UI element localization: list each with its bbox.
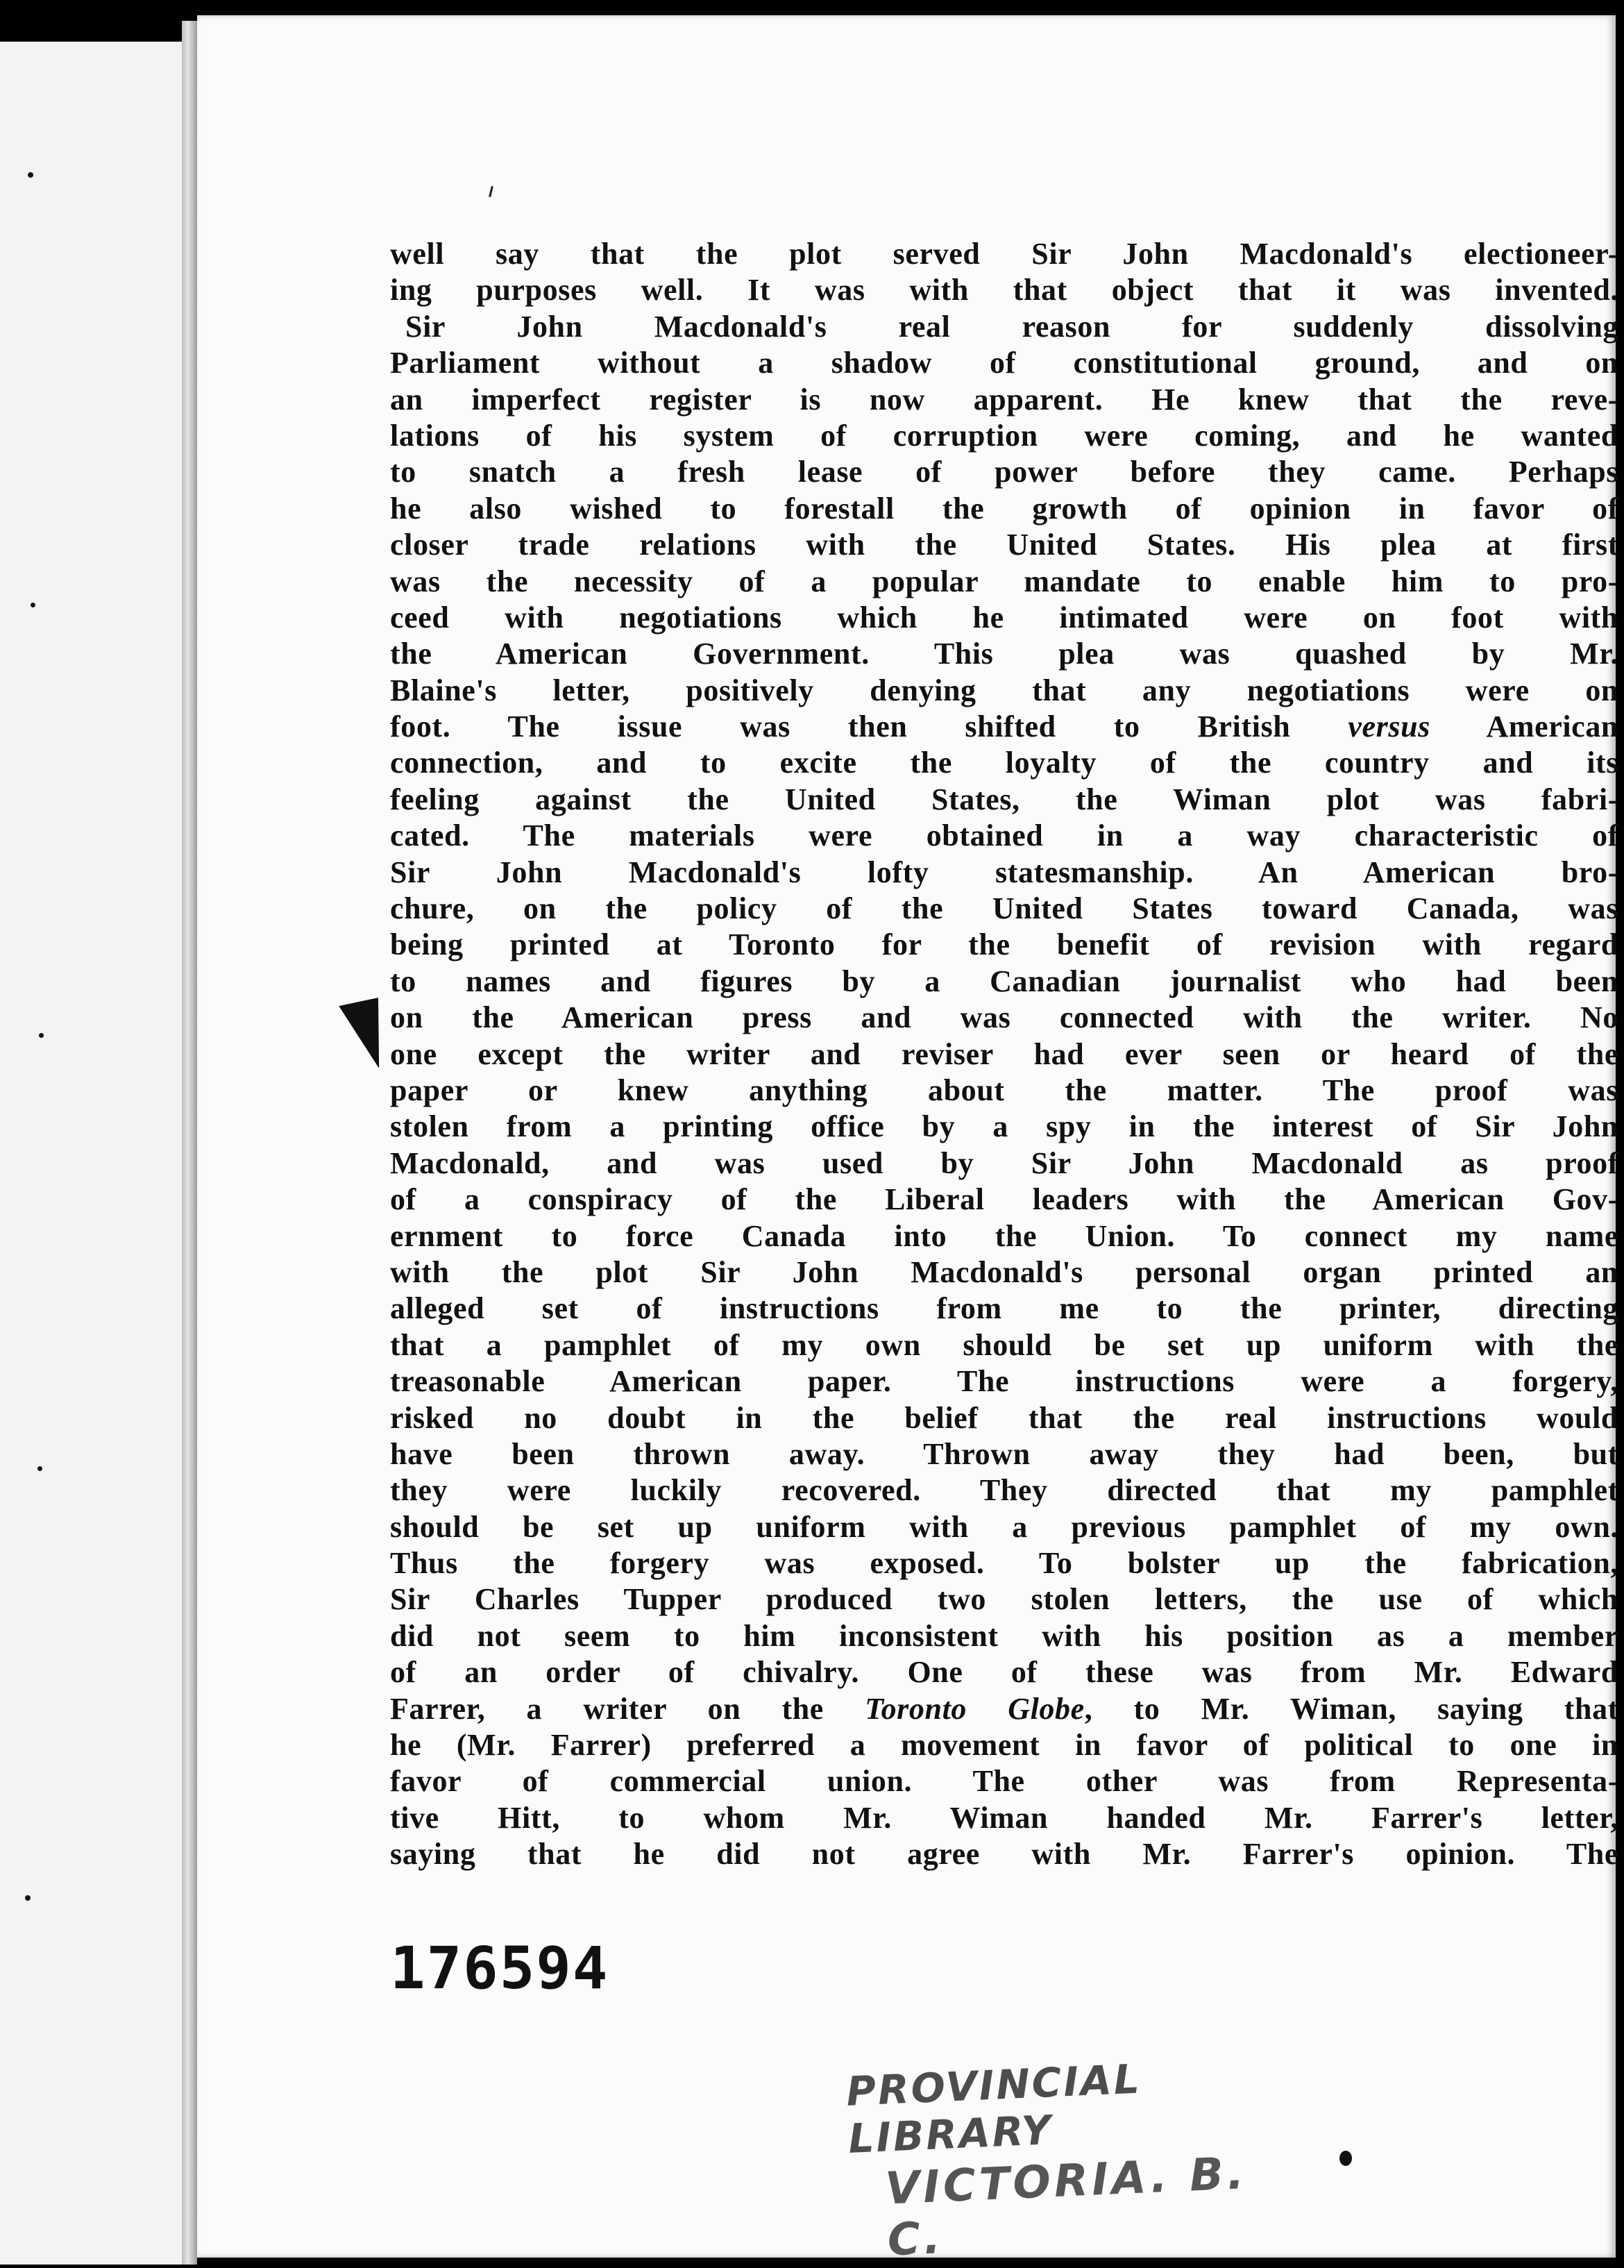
margin-mark <box>25 1895 31 1901</box>
document-page <box>197 15 1618 2267</box>
text-line: they were luckily recovered. They directed that my pamphlet <box>390 1473 1618 1508</box>
body-text <box>390 236 1618 1873</box>
text-line: Thus the forgery was exposed. To bolster up the fabrication, <box>390 1546 1618 1581</box>
text-line: paper or knew anything about the matter. The proof was <box>390 1073 1618 1107</box>
text-line: with the plot Sir John Macdonald's personal organ printed an <box>390 1254 1618 1289</box>
stamp-line-2: VICTORIA. B. C. <box>884 2147 1249 2267</box>
text-line: to names and figures by a Canadian journalist who had been <box>390 964 1618 998</box>
text-line: was the necessity of a popular mandate to enable him to pro- <box>390 564 1618 598</box>
text-line: chure, on the policy of the United States toward Canada, was <box>390 891 1618 926</box>
text-line: lations of his system of corruption were coming, and he wanted <box>390 418 1618 453</box>
text-line: Farrer, a writer on the Toronto Globe, to Mr. Wiman, saying that <box>390 1691 1618 1726</box>
text-line: closer trade relations with the United States. His plea at first <box>390 528 1618 562</box>
margin-mark <box>28 172 33 178</box>
text-line: on the American press and was connected with the writer. No <box>390 1000 1618 1035</box>
text-line: ing purposes well. It was with that object that it was invented. <box>390 273 1618 308</box>
text-line: he also wished to forestall the growth of opinion in favor of <box>390 491 1618 526</box>
text-line: Macdonald, and was used by Sir John Macdonald as proof <box>390 1145 1618 1180</box>
ink-dot <box>1339 2151 1352 2166</box>
text-line: cated. The materials were obtained in a way characteristic of <box>390 818 1618 853</box>
text-line: of an order of chivalry. One of these was from Mr. Edward <box>390 1655 1618 1690</box>
text-line: well say that the plot served Sir John Macdonald's electioneer- <box>390 237 1618 271</box>
text-line: to snatch a fresh lease of power before they came. Perhaps <box>390 455 1618 489</box>
text-line: tive Hitt, to whom Mr. Wiman handed Mr. Farrer's letter, <box>390 1800 1618 1835</box>
margin-mark <box>31 603 35 607</box>
text-line: have been thrown away. Thrown away they had been, but <box>390 1436 1618 1471</box>
margin-mark <box>39 1033 44 1038</box>
text-line: one except the writer and reviser had ever seen or heard of the <box>390 1036 1618 1071</box>
text-line: treasonable American paper. The instructions were a forgery, <box>390 1364 1618 1399</box>
text-line: alleged set of instructions from me to the printer, directing <box>390 1291 1618 1326</box>
text-line: the American Government. This plea was quashed by Mr. <box>390 637 1618 671</box>
text-line: favor of commercial union. The other was from Representa- <box>390 1764 1618 1799</box>
text-line: of a conspiracy of the Liberal leaders with the American Gov- <box>390 1182 1618 1217</box>
page-notch <box>339 998 393 1074</box>
text-line: risked no doubt in the belief that the real instructions would <box>390 1400 1618 1435</box>
text-line: Sir John Macdonald's lofty statesmanship. An American bro- <box>390 855 1618 889</box>
text-line: did not seem to him inconsistent with his position as a member <box>390 1618 1618 1653</box>
stamp-line-1: PROVINCIAL LIBRARY <box>845 2055 1143 2162</box>
text-line: connection, and to excite the loyalty of the country and its <box>390 746 1618 780</box>
text-line: ceed with negotiations which he intimated were on foot with <box>390 600 1618 635</box>
text-line: foot. The issue was then shifted to British versus American <box>390 709 1618 744</box>
margin-mark <box>37 1466 42 1471</box>
catalog-number: 176594 <box>390 1934 609 2002</box>
text-line: Parliament without a shadow of constitutional ground, and on <box>390 346 1618 380</box>
previous-page-edge <box>0 42 182 2265</box>
text-line: saying that he did not agree with Mr. Farrer's opinion. The <box>390 1837 1618 1872</box>
text-line: feeling against the United States, the Wiman plot was fabri- <box>390 782 1618 816</box>
book-gutter <box>182 21 197 2265</box>
text-line: an imperfect register is now apparent. He knew that the reve- <box>390 382 1618 417</box>
text-line: stolen from a printing office by a spy in the interest of Sir John <box>390 1109 1618 1144</box>
text-line: Blaine's letter, positively denying that any negotiations were on <box>390 673 1618 707</box>
text-line: being printed at Toronto for the benefit of revision with regard <box>390 927 1618 962</box>
text-line: that a pamphlet of my own should be set up uniform with the <box>390 1327 1618 1362</box>
text-line: he (Mr. Farrer) preferred a movement in favor of political to one in <box>390 1728 1618 1763</box>
library-stamp <box>845 2047 1326 2267</box>
text-line: Sir Charles Tupper produced two stolen letters, the use of which <box>390 1582 1618 1617</box>
text-line: Sir John Macdonald's real reason for suddenly dissolving <box>405 309 1618 344</box>
text-line: ernment to force Canada into the Union. To connect my name <box>390 1218 1618 1253</box>
text-line: should be set up uniform with a previous pamphlet of my own. <box>390 1509 1618 1544</box>
